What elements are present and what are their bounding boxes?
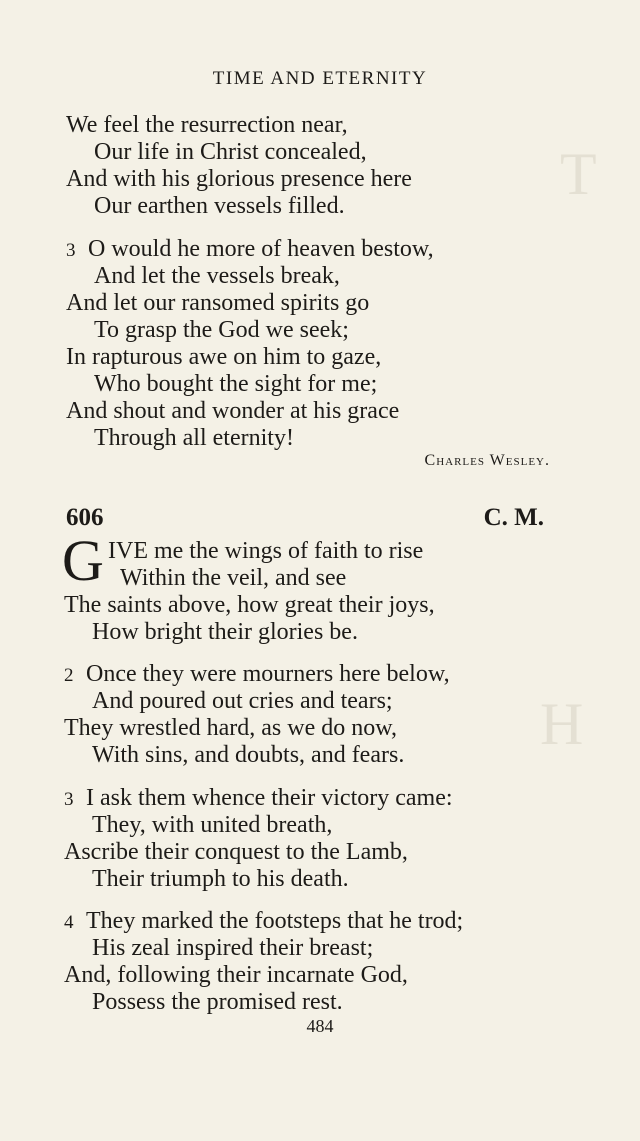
stanza-number: 4 [64, 912, 74, 933]
verse-line: And shout and wonder at his grace [66, 398, 400, 424]
verse-text: They marked the footsteps that he trod; [86, 908, 464, 934]
hymn-number: 606 [66, 504, 104, 531]
verse-line: Ascribe their conquest to the Lamb, [64, 839, 408, 865]
verse-line: How bright their glories be. [92, 619, 358, 645]
page-number: 484 [306, 1016, 334, 1036]
verse-line: Through all eternity! [94, 425, 294, 451]
verse-line: In rapturous awe on him to gaze, [66, 344, 382, 370]
stanza-number: 3 [66, 240, 76, 261]
verse-text: Once they were mourners here below, [86, 661, 450, 687]
verse-line: We feel the resurrection near, [66, 112, 348, 138]
verse-text: O would he more of heaven bestow, [88, 236, 434, 262]
verse-line [64, 661, 450, 689]
verse-line: Who bought the sight for me; [94, 371, 378, 397]
drop-cap: G [62, 528, 104, 593]
verse-text: I ask them whence their victory came: [86, 785, 453, 811]
stanza-number: 2 [64, 665, 74, 686]
verse-line: His zeal inspired their breast; [92, 935, 374, 961]
verse-line: And let our ransomed spirits go [66, 290, 370, 316]
hymn-meter: C. M. [483, 504, 544, 531]
verse-line: Our earthen vessels filled. [94, 193, 345, 219]
verse-line [64, 785, 453, 813]
verse-line [66, 236, 434, 264]
page-header: TIME AND ETERNITY [212, 68, 428, 89]
verse-line: Within the veil, and see [120, 565, 347, 591]
verse-line: They wrestled hard, as we do now, [64, 715, 398, 741]
verse-line: Their triumph to his death. [92, 866, 349, 892]
bleed-through-mark: H [540, 691, 584, 757]
verse-line [64, 908, 463, 936]
verse-line: And let the vessels break, [94, 263, 340, 289]
verse-line: And, following their incarnate God, [64, 962, 408, 988]
verse-line: And with his glorious presence here [66, 166, 412, 192]
stanza-number: 3 [64, 789, 74, 810]
verse-line: They, with united breath, [92, 812, 333, 838]
verse-line: With sins, and doubts, and fears. [92, 742, 405, 768]
verse-line: And poured out cries and tears; [92, 688, 393, 714]
author-attribution: Charles Wesley. [424, 452, 550, 469]
verse-line: The saints above, how great their joys, [64, 592, 435, 618]
verse-line: Our life in Christ concealed, [94, 139, 367, 165]
bleed-through-mark: T [560, 141, 597, 207]
verse-line: To grasp the God we seek; [94, 317, 349, 343]
verse-line: IVE me the wings of faith to rise [108, 538, 424, 564]
verse-line: Possess the promised rest. [92, 989, 343, 1015]
